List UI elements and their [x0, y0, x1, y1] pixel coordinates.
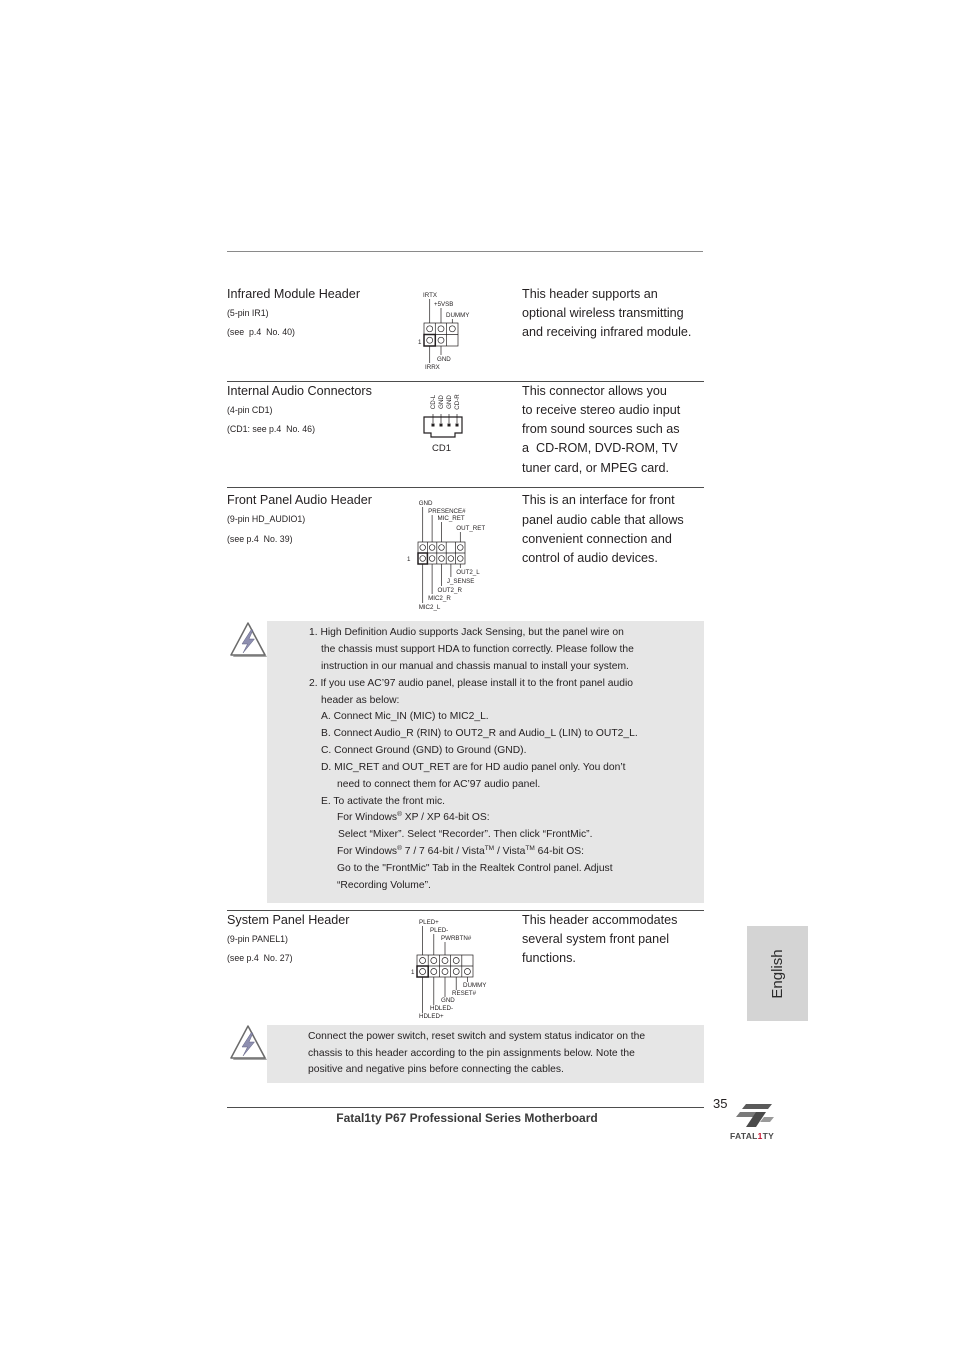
cd-connector-description-line: a CD-ROM, DVD-ROM, TV	[522, 441, 678, 455]
hd-audio-title: Front Panel Audio Header	[227, 493, 372, 507]
pin-label-gnd: GND	[437, 356, 451, 363]
top-rule	[227, 251, 703, 252]
text-segment: XP / XP 64-bit OS:	[401, 812, 490, 823]
language-tab	[747, 926, 808, 1021]
trademark-mark: TM	[484, 845, 495, 852]
text-segment: For Windows	[337, 846, 398, 857]
footer-title: Fatal1ty P67 Professional Series Motherboard	[336, 1111, 598, 1125]
pin	[464, 969, 470, 975]
fatal1ty-logo	[726, 1100, 788, 1144]
pin-label-out-ret: OUT_RET	[456, 525, 486, 532]
pin-label-mic2-l: MIC2_L	[418, 604, 441, 611]
panel-header-ref: (see p.4 No. 27)	[227, 953, 293, 963]
ir-header-ref: (see p.4 No. 40)	[227, 327, 295, 337]
audio-note-line: “Recording Volume”.	[337, 880, 431, 891]
pin	[420, 556, 426, 562]
pin-label-pwrbtn: PWRBTN#	[441, 935, 472, 942]
pin	[439, 556, 445, 562]
panel-note-line: positive and negative pins before connecting the cables.	[308, 1064, 564, 1075]
pin-label-gnd: GND	[438, 395, 445, 409]
pin-label-5vsb: +5VSB	[434, 301, 454, 308]
audio-note-line: 1. High Definition Audio supports Jack Sensing, but the panel wire on	[309, 627, 624, 638]
pin	[427, 337, 433, 343]
cd-connector-description-line: to receive stereo audio input	[522, 403, 681, 417]
panel-header-description-line: several system front panel	[522, 932, 669, 946]
registered-mark: ®	[397, 845, 402, 852]
pin	[453, 958, 459, 964]
registered-mark: ®	[397, 811, 402, 818]
pin	[431, 969, 437, 975]
pin	[438, 337, 444, 343]
panel-note-line: Connect the power switch, reset switch and system status indicator on the	[308, 1031, 646, 1042]
pin1-label: 1	[407, 556, 411, 563]
text-segment: 64-bit OS:	[534, 846, 584, 857]
panel-header-description-line: This header accommodates	[522, 913, 678, 927]
pin	[440, 424, 443, 427]
pin-label-irrx: IRRX	[425, 364, 440, 371]
text-segment: / Vista	[494, 846, 526, 857]
panel-note-line: chassis to this header according to the pin assignments below. Note the	[308, 1048, 635, 1059]
pin-label-dummy: DUMMY	[463, 982, 487, 989]
audio-note-line: D. MIC_RET and OUT_RET are for HD audio panel only. You don’t	[321, 762, 626, 773]
pin	[458, 556, 464, 562]
pin-label-pled-plus: PLED+	[419, 919, 439, 926]
warning-icon	[228, 620, 268, 660]
hd-audio-description-line: convenient connection and	[522, 532, 672, 546]
pin	[432, 424, 435, 427]
pin	[448, 556, 454, 562]
audio-note-windows-xp-line	[337, 811, 490, 826]
hd-audio-description-line: control of audio devices.	[522, 551, 658, 565]
ir-header-description-line: and receiving infrared module.	[522, 325, 692, 339]
audio-note-line: 2. If you use AC’97 audio panel, please install it to the front panel audio	[309, 678, 633, 689]
page-number: 35	[713, 1096, 728, 1111]
pin-label-hdled-minus: HDLED-	[430, 1005, 454, 1012]
pin1-label: 1	[411, 969, 415, 976]
trademark-mark: TM	[525, 845, 535, 852]
logo-wordmark	[730, 1131, 774, 1141]
audio-note-line: the chassis must support HDA to function correctly. Please follow the	[321, 644, 634, 655]
language-tab-label: English	[768, 948, 786, 999]
cd-connector-diagram	[420, 390, 468, 456]
pin	[427, 326, 433, 332]
pin	[438, 326, 444, 332]
pin-label-reset: RESET#	[452, 990, 477, 997]
text-segment: For Windows	[337, 812, 398, 823]
pin	[439, 545, 445, 551]
logo-text-part: TY	[762, 1131, 775, 1141]
pin	[431, 958, 437, 964]
ir-header-spec: (5-pin IR1)	[227, 308, 269, 318]
pin	[429, 556, 435, 562]
pin-label-gnd: GND	[441, 997, 455, 1004]
section-divider	[227, 381, 704, 382]
audio-note-line: A. Connect Mic_IN (MIC) to MIC2_L.	[321, 711, 489, 722]
section-divider	[227, 487, 704, 488]
audio-note-line: Select “Mixer”. Select “Recorder”. Then click “FrontMic”.	[338, 829, 593, 840]
section-divider	[227, 910, 704, 911]
pin-label-mic-ret: MIC_RET	[437, 515, 465, 522]
hd-audio-diagram	[404, 496, 498, 614]
cd-connector-title: Internal Audio Connectors	[227, 384, 372, 398]
audio-note-line: header as below:	[321, 695, 400, 706]
panel-header-spec: (9-pin PANEL1)	[227, 934, 288, 944]
ir-header-diagram	[416, 288, 476, 374]
audio-note-line: instruction in our manual and chassis manual to install your system.	[321, 661, 629, 672]
pin-label-j-sense: J_SENSE	[446, 578, 475, 585]
pin	[420, 958, 426, 964]
warning-icon	[228, 1023, 268, 1063]
pin	[448, 424, 451, 427]
pin-label-irtx: IRTX	[423, 292, 437, 299]
pin	[442, 958, 448, 964]
pin	[442, 969, 448, 975]
panel-header-description-line: functions.	[522, 951, 576, 965]
logo-text-part: 1	[757, 1131, 763, 1141]
cd-connector-name: CD1	[432, 443, 452, 454]
cd-connector-description-line: tuner card, or MPEG card.	[522, 461, 669, 475]
text-segment: 7 / 7 64-bit / Vista	[401, 846, 485, 857]
pin	[453, 969, 459, 975]
ir-header-description-line: optional wireless transmitting	[522, 306, 684, 320]
pin-label-gnd: GND	[418, 500, 433, 507]
pin	[449, 326, 455, 332]
cd-connector-description-line: from sound sources such as	[522, 422, 680, 436]
pin-label-out2-r: OUT2_R	[437, 587, 462, 594]
ir-header-title: Infrared Module Header	[227, 287, 361, 301]
hd-audio-description-line: This is an interface for front	[522, 493, 675, 507]
hd-audio-spec: (9-pin HD_AUDIO1)	[227, 514, 306, 524]
cd-connector-spec: (4-pin CD1)	[227, 405, 273, 415]
pin	[429, 545, 435, 551]
hd-audio-description-line: panel audio cable that allows	[522, 513, 684, 527]
pin1-label: 1	[418, 339, 422, 346]
panel-header-diagram	[409, 915, 499, 1021]
cd-connector-outline	[424, 417, 462, 437]
pin-label-gnd: GND	[446, 395, 453, 409]
pin	[420, 969, 426, 975]
ir-header-description-line: This header supports an	[522, 287, 658, 301]
pin-label-presence: PRESENCE#	[428, 508, 466, 515]
pin-label-out2-l: OUT2_L	[456, 569, 480, 576]
logo-emblem-bar	[742, 1104, 772, 1109]
audio-note-line: C. Connect Ground (GND) to Ground (GND).	[321, 745, 527, 756]
audio-note-line: need to connect them for AC’97 audio panel.	[337, 779, 541, 790]
hd-audio-ref: (see p.4 No. 39)	[227, 534, 293, 544]
panel-header-title: System Panel Header	[227, 913, 350, 927]
cd-connector-description-line: This connector allows you	[522, 384, 667, 398]
pin-label-cd-l: CD-L	[430, 394, 437, 410]
audio-note-windows-7-line	[337, 845, 584, 860]
pin-label-cd-r: CD-R	[454, 394, 461, 410]
audio-note-line: Go to the "FrontMic" Tab in the Realtek Control panel. Adjust	[337, 863, 613, 874]
cd-connector-ref: (CD1: see p.4 No. 46)	[227, 424, 316, 434]
pin-label-mic2-r: MIC2_R	[428, 595, 451, 602]
audio-note-line: E. To activate the front mic.	[321, 796, 445, 807]
audio-note-line: B. Connect Audio_R (RIN) to OUT2_R and Audio_L (LIN) to OUT2_L.	[321, 728, 638, 739]
pin-label-pled-minus: PLED-	[430, 927, 449, 934]
footer-rule	[227, 1107, 704, 1108]
pin	[420, 545, 426, 551]
pin	[456, 424, 459, 427]
pin	[458, 545, 464, 551]
pin-label-dummy: DUMMY	[446, 312, 470, 319]
logo-text-part: FATAL	[730, 1131, 758, 1141]
pin-label-hdled-plus: HDLED+	[419, 1013, 444, 1020]
